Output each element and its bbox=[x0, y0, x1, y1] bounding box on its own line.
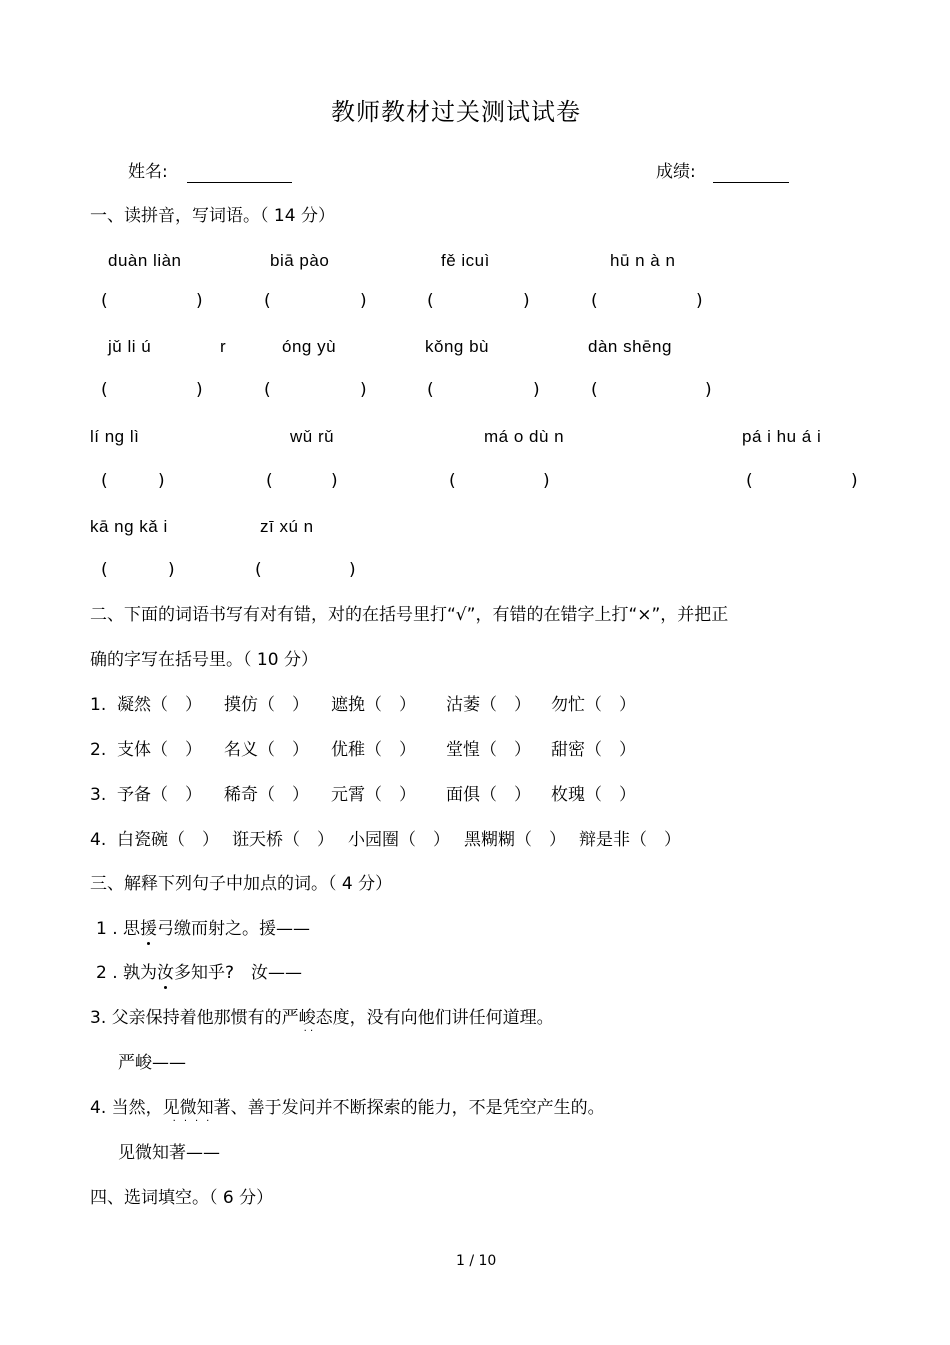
question-number: 2 . bbox=[96, 963, 118, 983]
pinyin-2-3: óng yù bbox=[282, 337, 337, 356]
bracket-close: ) bbox=[543, 471, 550, 491]
bracket-open: ( bbox=[264, 380, 271, 400]
word-item: 诳天桥（ ） bbox=[232, 830, 334, 850]
dotted-word-text: 严峻 bbox=[281, 1008, 316, 1028]
bracket-open: ( bbox=[101, 380, 108, 400]
question-4 bbox=[90, 1097, 605, 1127]
section2-heading-line2: 确的字写在括号里。（ 10 分） bbox=[90, 650, 318, 670]
question-text: 孰为 bbox=[123, 963, 158, 983]
bracket-close: ) bbox=[696, 291, 703, 311]
question-3 bbox=[90, 1007, 554, 1037]
word-item: 辩是非（ ） bbox=[579, 830, 681, 850]
row-number: 2. bbox=[90, 740, 107, 760]
word-item: 稀奇（ ） bbox=[224, 785, 309, 805]
question-text: 弓缴而射之。援—— bbox=[157, 919, 311, 939]
word-item: 勿忙（ ） bbox=[551, 695, 636, 715]
pinyin-3-2: wǔ rǔ bbox=[290, 427, 335, 446]
question-1 bbox=[96, 918, 310, 940]
pinyin-4-2: zī xú n bbox=[260, 517, 314, 536]
bracket-open: ( bbox=[101, 291, 108, 311]
pinyin-3-4: pá i hu á i bbox=[742, 427, 822, 446]
emphasis-dots: · · bbox=[303, 1026, 314, 1037]
bracket-open: ( bbox=[591, 380, 598, 400]
question-text: 当然， bbox=[111, 1098, 163, 1118]
dotted-word bbox=[281, 1007, 316, 1037]
word-item: 堂惶（ ） bbox=[446, 740, 531, 760]
bracket-open: ( bbox=[449, 471, 456, 491]
word-item: 支体（ ） bbox=[117, 740, 202, 760]
bracket-open: ( bbox=[746, 471, 753, 491]
section1-heading: 一、读拼音，写词语。（ 14 分） bbox=[90, 206, 335, 226]
bracket-open: ( bbox=[101, 560, 108, 580]
emphasis-dots: ···· bbox=[172, 1116, 218, 1127]
pinyin-3-3: má o dù n bbox=[484, 427, 565, 446]
bracket-close: ) bbox=[705, 380, 712, 400]
pinyin-2-2: r bbox=[220, 337, 227, 356]
bracket-close: ) bbox=[196, 380, 203, 400]
pinyin-2-1: jǔ li ú bbox=[108, 337, 152, 356]
question-text: 、善于发问并不断探索的能力，不是凭空产生的。 bbox=[230, 1098, 605, 1118]
bracket-open: ( bbox=[101, 471, 108, 491]
section3-heading: 三、解释下列句子中加点的词。（ 4 分） bbox=[90, 874, 393, 894]
name-blank[interactable] bbox=[187, 166, 292, 183]
bracket-close: ) bbox=[349, 560, 356, 580]
word-item: 面俱（ ） bbox=[446, 785, 531, 805]
bracket-open: ( bbox=[266, 471, 273, 491]
answer-4: 见微知著—— bbox=[118, 1143, 220, 1163]
question-text: 态度，没有向他们讲任何道理。 bbox=[315, 1008, 554, 1028]
bracket-close: ) bbox=[851, 471, 858, 491]
word-item: 甜密（ ） bbox=[551, 740, 636, 760]
question-number: 1 . bbox=[96, 919, 118, 939]
dotted-word: 援 bbox=[140, 919, 158, 939]
pinyin-1-4: hū n à n bbox=[610, 251, 676, 270]
bracket-close: ) bbox=[360, 291, 367, 311]
bracket-close: ) bbox=[331, 471, 338, 491]
question-number: 3. bbox=[90, 1008, 107, 1028]
pinyin-4-1: kā ng kǎ i bbox=[90, 517, 168, 536]
word-item: 枚瑰（ ） bbox=[551, 785, 636, 805]
word-item: 遮挽（ ） bbox=[331, 695, 416, 715]
dotted-word-text: 见微知著 bbox=[162, 1098, 231, 1118]
bracket-open: ( bbox=[255, 560, 262, 580]
word-item: 优稚（ ） bbox=[331, 740, 416, 760]
question-text: 思 bbox=[123, 919, 141, 939]
row-number: 1. bbox=[90, 695, 107, 715]
question-text: 父亲保持着他那惯有的 bbox=[111, 1008, 282, 1028]
question-text: 多知乎? 汝—— bbox=[174, 963, 303, 983]
page-number: 1 / 10 bbox=[456, 1253, 497, 1269]
bracket-open: ( bbox=[591, 291, 598, 311]
question-number: 4. bbox=[90, 1098, 107, 1118]
bracket-open: ( bbox=[427, 291, 434, 311]
question-2 bbox=[96, 962, 302, 984]
bracket-close: ) bbox=[533, 380, 540, 400]
word-item: 摸仿（ ） bbox=[224, 695, 309, 715]
pinyin-2-5: dàn shēng bbox=[588, 337, 672, 356]
dotted-word: 汝 bbox=[157, 963, 175, 983]
word-item: 黑糊糊（ ） bbox=[464, 830, 566, 850]
section4-heading: 四、选词填空。（ 6 分） bbox=[90, 1188, 274, 1208]
bracket-close: ) bbox=[360, 380, 367, 400]
word-item: 予备（ ） bbox=[117, 785, 202, 805]
bracket-open: ( bbox=[427, 380, 434, 400]
word-item: 沽萎（ ） bbox=[446, 695, 531, 715]
name-label: 姓名: bbox=[128, 162, 168, 182]
answer-3: 严峻—— bbox=[118, 1053, 186, 1073]
bracket-close: ) bbox=[523, 291, 530, 311]
row-number: 3. bbox=[90, 785, 107, 805]
section2-heading-line1: 二、下面的词语书写有对有错，对的在括号里打“√”，有错的在错字上打“×”，并把正 bbox=[90, 605, 729, 625]
page-title: 教师教材过关测试试卷 bbox=[331, 98, 581, 126]
pinyin-2-4: kǒng bù bbox=[425, 337, 489, 356]
bracket-close: ) bbox=[168, 560, 175, 580]
word-item: 凝然（ ） bbox=[117, 695, 202, 715]
pinyin-1-2: biā pào bbox=[270, 251, 330, 270]
bracket-open: ( bbox=[264, 291, 271, 311]
row-number: 4. bbox=[90, 830, 107, 850]
pinyin-1-1: duàn liàn bbox=[108, 251, 182, 270]
score-label: 成绩: bbox=[656, 162, 696, 182]
word-item: 白瓷碗（ ） bbox=[117, 830, 219, 850]
word-item: 小园圈（ ） bbox=[348, 830, 450, 850]
word-item: 名义（ ） bbox=[224, 740, 309, 760]
pinyin-1-3: fě icuì bbox=[441, 251, 490, 270]
word-item: 元霄（ ） bbox=[331, 785, 416, 805]
bracket-close: ) bbox=[158, 471, 165, 491]
bracket-close: ) bbox=[196, 291, 203, 311]
pinyin-3-1: lí ng lì bbox=[90, 427, 140, 446]
score-blank[interactable] bbox=[713, 166, 789, 183]
dotted-word bbox=[162, 1097, 231, 1127]
